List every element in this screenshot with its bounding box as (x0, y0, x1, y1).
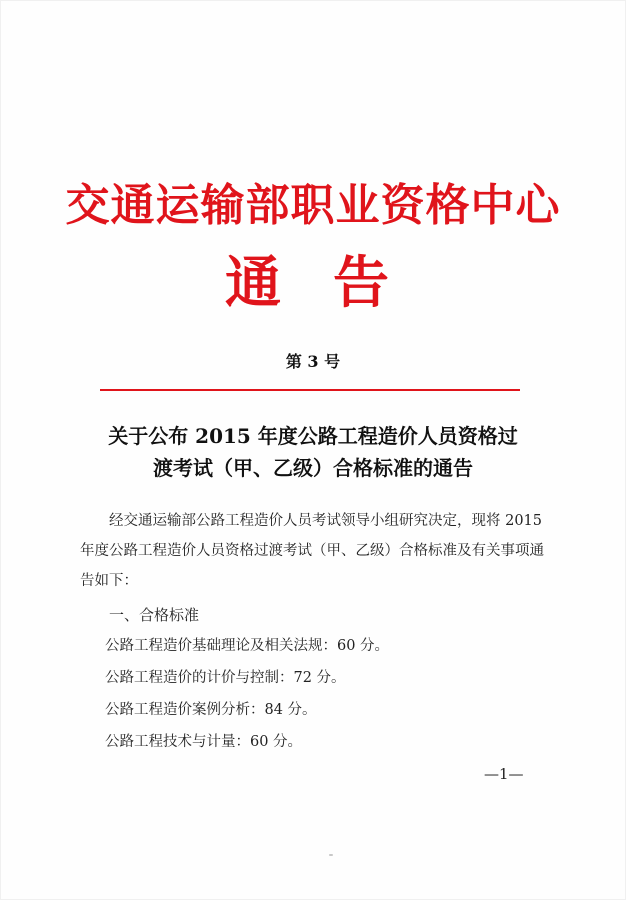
document-number: 第 3 号 (285, 352, 341, 371)
title-line-2: 渡考试（甲、乙级）合格标准的通告 (153, 456, 473, 480)
standard-item: 公路工程造价的计价与控制：72 分。 (105, 670, 346, 686)
intro-paragraph: 经交通运输部公路工程造价人员考试领导小组研究决定，现将 2015 年度公路工程造价人员资格过渡考试（甲、乙级）合格标准及有关事项通告如下： (80, 513, 544, 589)
standard-item: 公路工程造价基础理论及相关法规：60 分。 (105, 638, 390, 654)
section-heading-standards: 一、合格标准 (109, 606, 200, 624)
document-title (60, 420, 566, 484)
scan-artifact (329, 854, 333, 856)
standards-list (80, 630, 550, 758)
standard-item: 公路工程技术与计量：60 分。 (105, 734, 303, 750)
standard-item: 公路工程造价案例分析：84 分。 (105, 702, 317, 718)
page-number: —1— (484, 765, 524, 783)
red-divider-line (100, 389, 520, 391)
issuing-organization: 交通运输部职业资格中心 (65, 180, 561, 231)
document-body (80, 506, 550, 758)
document-type: 通告 (225, 250, 441, 316)
title-line-1: 关于公布 2015 年度公路工程造价人员资格过 (108, 424, 518, 448)
